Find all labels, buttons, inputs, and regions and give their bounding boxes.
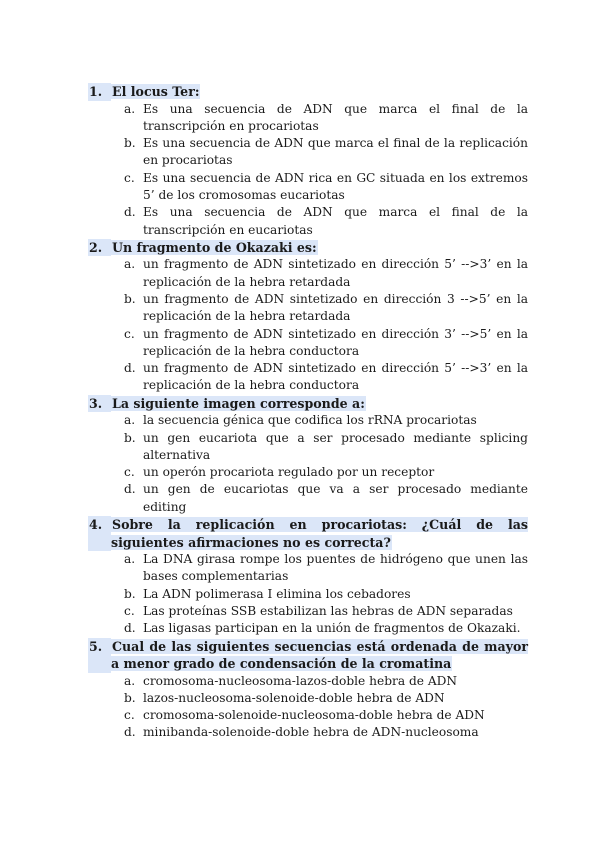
option-text: Es una secuencia de ADN que marca el final de la transcripción en eucariotas [143,205,528,237]
option-d [124,724,528,741]
option-a [124,101,528,136]
option-b [124,690,528,707]
option-list [88,101,528,239]
option-letter: b. [124,291,136,306]
option-letter: a. [124,552,136,567]
option-text: La DNA girasa rompe los puentes de hidrógeno que unen las bases complementarias [143,552,528,584]
question-number: 2. [88,239,111,257]
option-b [124,135,528,170]
question-2 [88,239,528,395]
question-text: Un fragmento de Okazaki es: [112,239,317,255]
option-text: un operón procariota regulado por un receptor [143,465,435,480]
option-a [124,256,528,291]
option-text: Es una secuencia de ADN rica en GC situada en los extremos 5’ de los cromosomas eucariotas [143,170,528,202]
option-text: minibanda-solenoide-doble hebra de ADN-nucleosoma [143,725,479,740]
question-list [88,83,528,742]
option-letter: c. [124,326,135,341]
option-c [124,603,528,620]
option-a [124,412,528,429]
option-list [88,256,528,394]
option-letter: c. [124,170,135,185]
option-letter: a. [124,101,136,116]
option-text: la secuencia génica que codifica los rRNA procariotas [143,413,477,428]
option-letter: d. [124,482,136,497]
question-heading [88,638,528,673]
option-d [124,481,528,516]
option-letter: b. [124,430,136,445]
option-d [124,204,528,239]
option-letter: d. [124,725,136,740]
question-3 [88,395,528,516]
option-letter: a. [124,673,136,688]
question-heading [88,516,528,551]
question-number: 1. [88,83,111,101]
option-letter: d. [124,621,136,636]
option-text: un gen eucariota que a ser procesado mediante splicing alternativa [143,430,528,462]
option-text: Es una secuencia de ADN que marca el final de la transcripción en procariotas [143,101,528,133]
option-c [124,707,528,724]
option-text: un fragmento de ADN sintetizado en dirección 5’ -->3’ en la replicación de la hebra retardada [143,257,528,289]
question-text: Cual de las siguientes secuencias está ordenada de mayor a menor grado de condensación de la cromatina [111,638,528,672]
question-5 [88,638,528,742]
question-number: 3. [88,395,111,413]
option-b [124,586,528,603]
option-letter: b. [124,136,136,151]
option-a [124,551,528,586]
option-c [124,464,528,481]
option-list [88,673,528,742]
option-c [124,326,528,361]
question-number: 4. [88,516,111,551]
option-letter: b. [124,586,136,601]
question-number: 5. [88,638,111,673]
option-letter: c. [124,708,135,723]
option-letter: a. [124,257,136,272]
option-text: Las proteínas SSB estabilizan las hebras de ADN separadas [143,603,513,618]
option-text: La ADN polimerasa I elimina los cebadores [143,586,411,601]
option-d [124,360,528,395]
option-text: un gen de eucariotas que va a ser procesado mediante editing [143,482,528,514]
question-4 [88,516,528,637]
option-b [124,291,528,326]
question-1 [88,83,528,239]
option-list [88,551,528,637]
question-text: Sobre la replicación en procariotas: ¿Cuál de las siguientes afirmaciones no es correcta? [111,517,528,550]
question-heading [88,83,528,101]
question-text: La siguiente imagen corresponde a: [112,395,365,411]
option-text: un fragmento de ADN sintetizado en dirección 3 -->5’ en la replicación de la hebra retardada [143,291,528,324]
question-heading [88,239,528,257]
option-a [124,673,528,690]
option-letter: d. [124,361,136,376]
option-letter: a. [124,413,136,428]
option-letter: b. [124,690,136,705]
option-letter: d. [124,205,136,220]
option-text: cromosoma-nucleosoma-lazos-doble hebra de ADN [143,673,458,688]
option-text: lazos-nucleosoma-solenoide-doble hebra de ADN [143,690,445,705]
option-text: Las ligasas participan en la unión de fragmentos de Okazaki. [143,621,521,636]
question-heading [88,395,528,413]
option-letter: c. [124,603,135,618]
option-text: un fragmento de ADN sintetizado en dirección 3’ -->5’ en la replicación de la hebra conductora [143,326,528,358]
option-b [124,430,528,465]
option-list [88,412,528,516]
option-letter: c. [124,465,135,480]
question-text: El locus Ter: [112,84,200,99]
option-text: Es una secuencia de ADN que marca el final de la replicación en procariotas [143,136,528,168]
option-text: un fragmento de ADN sintetizado en dirección 5’ -->3’ en la replicación de la hebra conductora [143,361,528,393]
option-c [124,170,528,205]
option-text: cromosoma-solenoide-nucleosoma-doble hebra de ADN [143,708,485,723]
option-d [124,620,528,637]
